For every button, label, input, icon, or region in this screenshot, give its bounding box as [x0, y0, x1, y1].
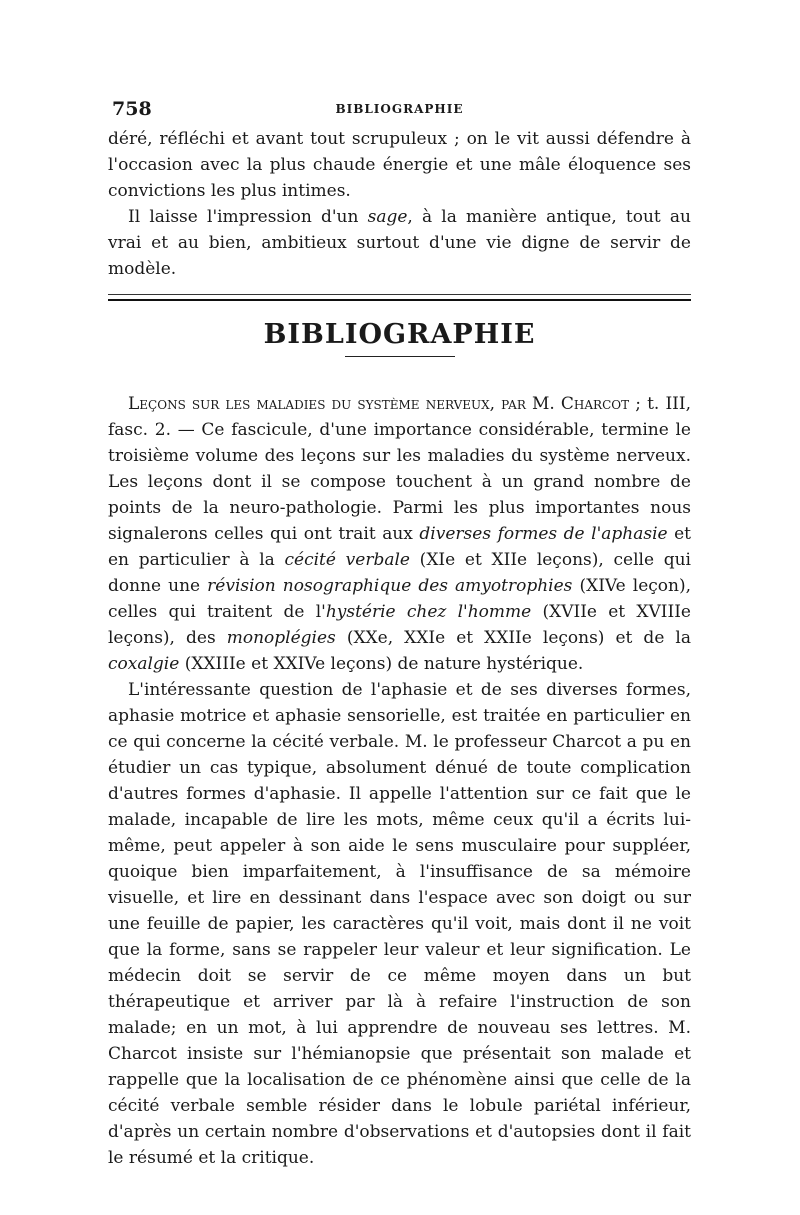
text-run: (XIe et XIIe leçons), celle qui donne une: [108, 550, 691, 596]
page-number: 758: [112, 98, 152, 120]
emphasis: hystérie chez l'homme: [325, 602, 532, 622]
separator-thin-rule: [108, 294, 691, 295]
separator-thick-rule: [108, 299, 691, 301]
text-run: (XXIIIe et XXIVe leçons) de nature hystérique.: [179, 654, 584, 674]
text-run: et en particulier à la: [108, 524, 692, 570]
section-separator: [108, 294, 691, 301]
emphasis: cécité verbale: [284, 550, 410, 570]
emphasis: révision nosographique des amyotrophies: [207, 576, 573, 596]
text-run: , à la manière antique, tout au vrai et au bien, ambitieux surtout d'une vie digne de servir de modèle.: [108, 207, 691, 279]
emphasis: sage: [367, 207, 408, 227]
text-run: (XXe, XXIe et XXIIe leçons) et de la: [335, 628, 691, 648]
text-run: (XVIIe et XVIIIe leçons), des: [108, 602, 691, 648]
section-title: BIBLIOGRAPHIE: [263, 319, 536, 350]
obituary-paragraph-end: déré, réfléchi et avant tout scrupuleux ; on le vit aussi défendre à l'occasion avec la plus chaude énergie et une mâle éloquence ses convictions les plus intimes.: [108, 129, 691, 201]
text-run: Il laisse l'impression d'un: [128, 207, 368, 227]
title-underline: [345, 356, 455, 357]
text-run: (XIVe leçon), celles qui traitent de l': [108, 576, 692, 622]
emphasis: monoplégies: [226, 628, 336, 648]
running-title: BIBLIOGRAPHIE: [335, 102, 464, 116]
emphasis: diverses formes de l'aphasie: [419, 524, 668, 544]
emphasis: coxalgie: [108, 654, 180, 674]
running-header: [108, 98, 691, 126]
obituary-paragraph-final: [108, 204, 691, 282]
book-page: [108, 98, 691, 1171]
text-run: t. III, fasc. 2. — Ce fascicule, d'une importance considérable, termine le troisième volume des leçons sur les maladies du système nerveux. Les leçons dont il se compose touchent à un grand nombre de points de la neuro-pathologie. Parmi les plus importantes nous signalerons celles qui ont trait aux: [108, 394, 692, 544]
review-paragraph-1: [108, 391, 691, 677]
review-heading: Leçons sur les maladies du système nerveux, par M. Charcot ;: [128, 394, 641, 414]
review-paragraph-2: L'intéressante question de l'aphasie et de ses diverses formes, aphasie motrice et aphasie sensorielle, est traitée en particulier en ce qui concerne la cécité verbale. M. le professeur Charcot a pu en étudier un cas typique, absolument dénué de toute complication d'autres formes d'aphasie. Il appelle l'attention sur ce fait que le malade, incapable de lire les mots, même ceux qu'il a écrits lui-même, peut appeler à son aide le sens musculaire pour suppléer, quoique bien imparfaitement, à l'insuffisance de sa mémoire visuelle, et lire en dessinant dans l'espace avec son doigt ou sur une feuille de papier, les caractères qu'il voit, mais dont il ne voit que la forme, sans se rappeler leur valeur et leur signification. Le médecin doit se servir de ce même moyen dans un but thérapeutique et arriver par là à refaire l'instruction de son malade; en un mot, à lui apprendre de nouveau ses lettres. M. Charcot insiste sur l'hémianopsie que présentait son malade et rappelle que la localisation de ce phénomène ainsi que celle de la cécité verbale semble résider dans le lobule pariétal inférieur, d'après un certain nombre d'observations et d'autopsies dont il fait le résumé et la critique.: [108, 680, 691, 1168]
